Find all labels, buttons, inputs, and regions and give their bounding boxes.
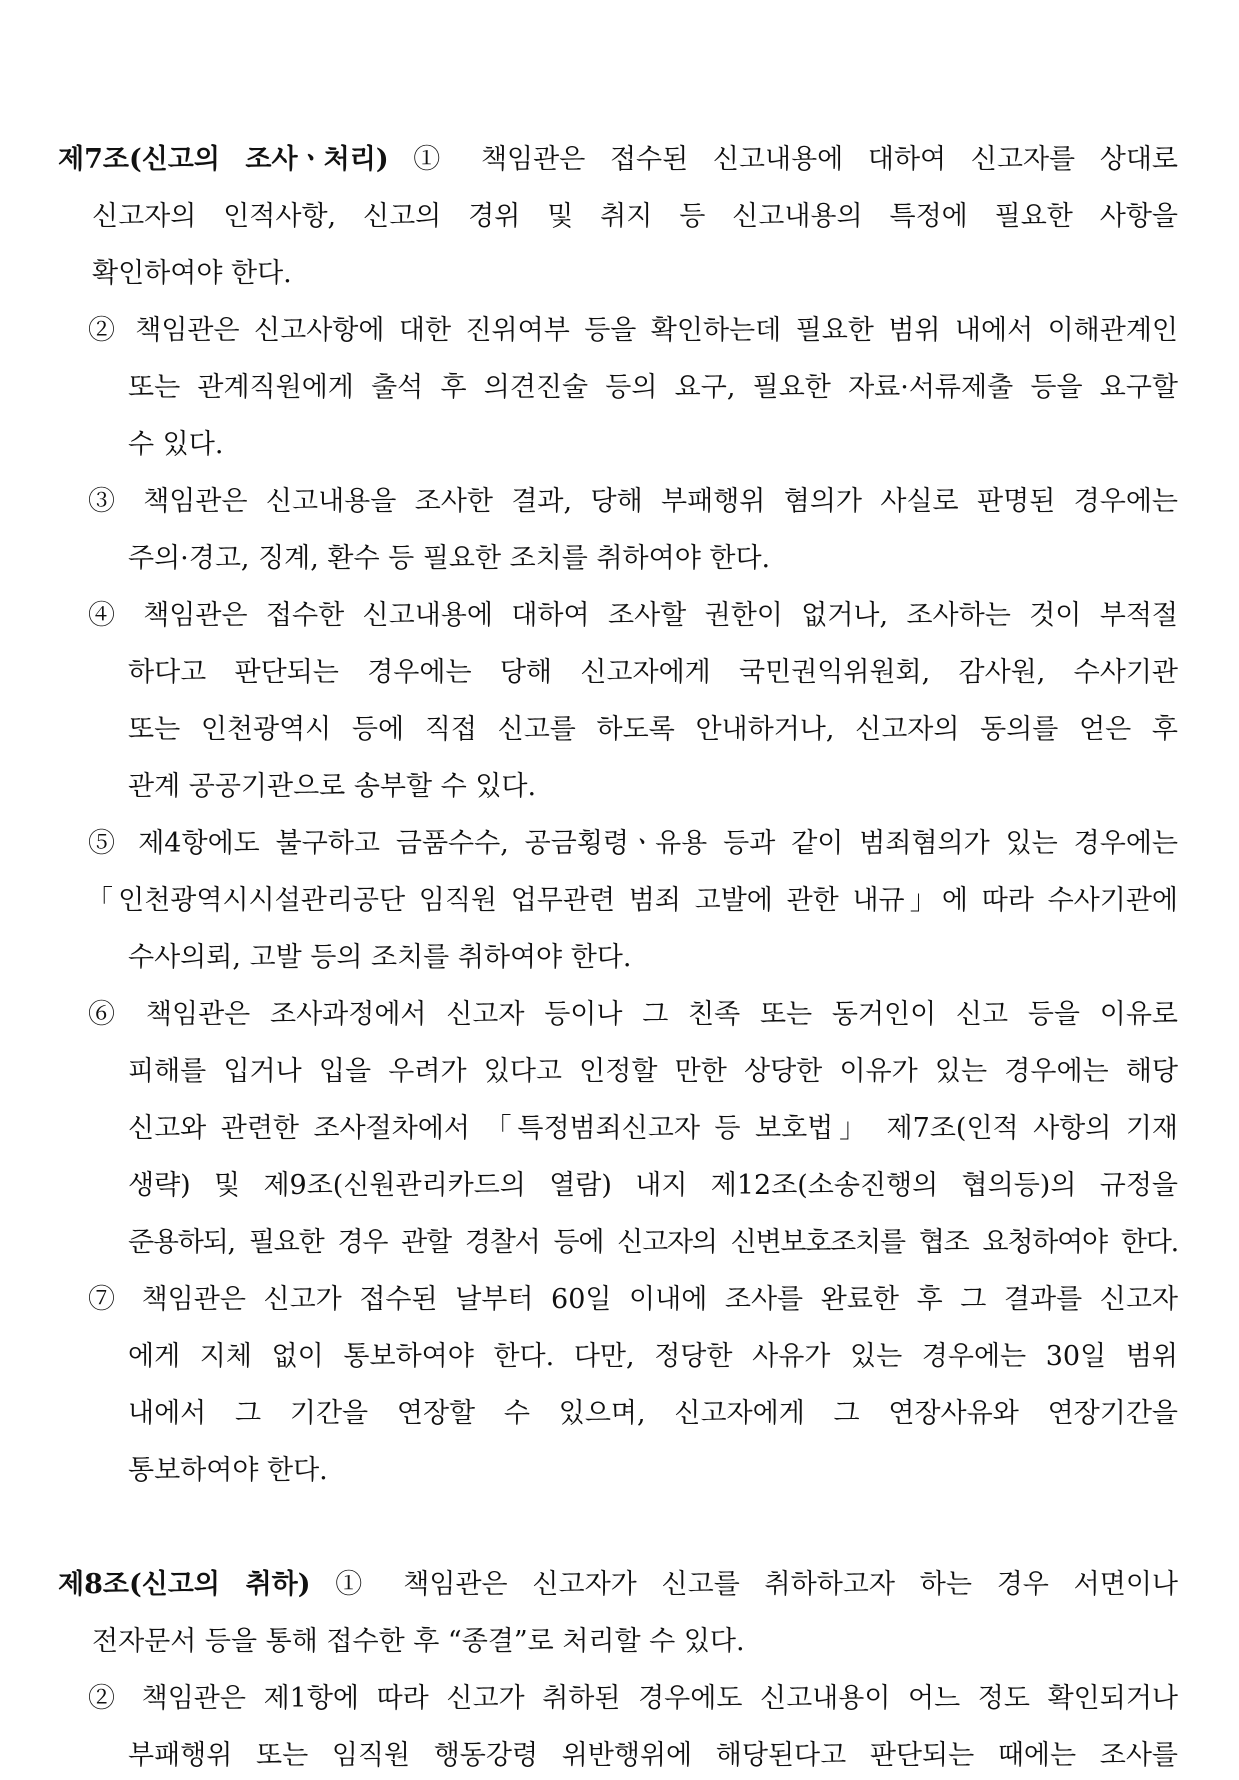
article-7-line: 관계 공공기관으로 송부할 수 있다.	[128, 771, 537, 802]
article-7-line: 「인천광역시시설관리공단 임직원 업무관련 범죄 고발에 관한 내규」에 따라 수사기관에	[86, 885, 1178, 916]
article-7-line: ① 책임관은 접수된 신고내용에 대하여 신고자를 상대로	[388, 144, 1178, 175]
article-7-line: 통보하여야 한다.	[128, 1455, 328, 1486]
article-8-line: 부패행위 또는 임직원 행동강령 위반행위에 해당된다고 판단되는 때에는 조사를	[128, 1740, 1178, 1771]
article-7-line: 신고자의 인적사항, 신고의 경위 및 취지 등 신고내용의 특정에 필요한 사항을	[92, 201, 1178, 232]
article-7-line: 수사의뢰, 고발 등의 조치를 취하여야 한다.	[128, 942, 632, 973]
article-7-first-line	[58, 136, 1178, 184]
article-7-paragraph-3: ③ 책임관은 신고내용을 조사한 결과, 당해 부패행위 혐의가 사실로 판명된 경우에는	[88, 486, 1178, 517]
article-7-line: 생략) 및 제9조(신원관리카드의 열람) 내지 제12조(소송진행의 협의등)의 규정을	[128, 1170, 1178, 1201]
article-7-line: 또는 인천광역시 등에 직접 신고를 하도록 안내하거나, 신고자의 동의를 얻은 후	[128, 714, 1178, 745]
article-8-first-line	[58, 1561, 1178, 1609]
article-7-paragraph-2: ② 책임관은 신고사항에 대한 진위여부 등을 확인하는데 필요한 범위 내에서 이해관계인	[88, 315, 1178, 346]
article-7-paragraph-5: ⑤ 제4항에도 불구하고 금품수수, 공금횡령ㆍ유용 등과 같이 범죄혐의가 있는 경우에는	[88, 828, 1178, 859]
article-7-line: 또는 관계직원에게 출석 후 의견진술 등의 요구, 필요한 자료·서류제출 등을 요구할	[128, 372, 1178, 403]
article-7-line: 수 있다.	[128, 429, 224, 460]
article-7-line: 신고와 관련한 조사절차에서 「특정범죄신고자 등 보호법」 제7조(인적 사항의 기재	[128, 1113, 1178, 1144]
article-7-line: 준용하되, 필요한 경우 관할 경찰서 등에 신고자의 신변보호조치를 협조 요청하여야 한다.	[128, 1227, 1178, 1258]
article-7-line: 에게 지체 없이 통보하여야 한다. 다만, 정당한 사유가 있는 경우에는 30일 범위	[128, 1341, 1178, 1372]
article-8-title: 제8조(신고의 취하)	[58, 1569, 311, 1600]
article-8-line: ① 책임관은 신고자가 신고를 취하하고자 하는 경우 서면이나	[310, 1569, 1178, 1600]
article-7-line: 내에서 그 기간을 연장할 수 있으며, 신고자에게 그 연장사유와 연장기간을	[128, 1398, 1178, 1429]
article-7-paragraph-6: ⑥ 책임관은 조사과정에서 신고자 등이나 그 친족 또는 동거인이 신고 등을 이유로	[88, 999, 1178, 1030]
article-7-title: 제7조(신고의 조사ㆍ처리)	[58, 144, 389, 175]
article-7-line: 피해를 입거나 입을 우려가 있다고 인정할 만한 상당한 이유가 있는 경우에는 해당	[128, 1056, 1178, 1087]
article-7-paragraph-7: ⑦ 책임관은 신고가 접수된 날부터 60일 이내에 조사를 완료한 후 그 결과를 신고자	[88, 1284, 1178, 1315]
article-7-line: 하다고 판단되는 경우에는 당해 신고자에게 국민권익위원회, 감사원, 수사기관	[128, 657, 1178, 688]
article-7-paragraph-4: ④ 책임관은 접수한 신고내용에 대하여 조사할 권한이 없거나, 조사하는 것이 부적절	[88, 600, 1178, 631]
article-8-paragraph-2: ② 책임관은 제1항에 따라 신고가 취하된 경우에도 신고내용이 어느 정도 확인되거나	[88, 1683, 1178, 1714]
article-8-line: 전자문서 등을 통해 접수한 후 “종결”로 처리할 수 있다.	[92, 1626, 745, 1657]
article-7-line: 주의·경고, 징계, 환수 등 필요한 조치를 취하여야 한다.	[128, 543, 771, 574]
article-7-line: 확인하여야 한다.	[92, 258, 292, 289]
